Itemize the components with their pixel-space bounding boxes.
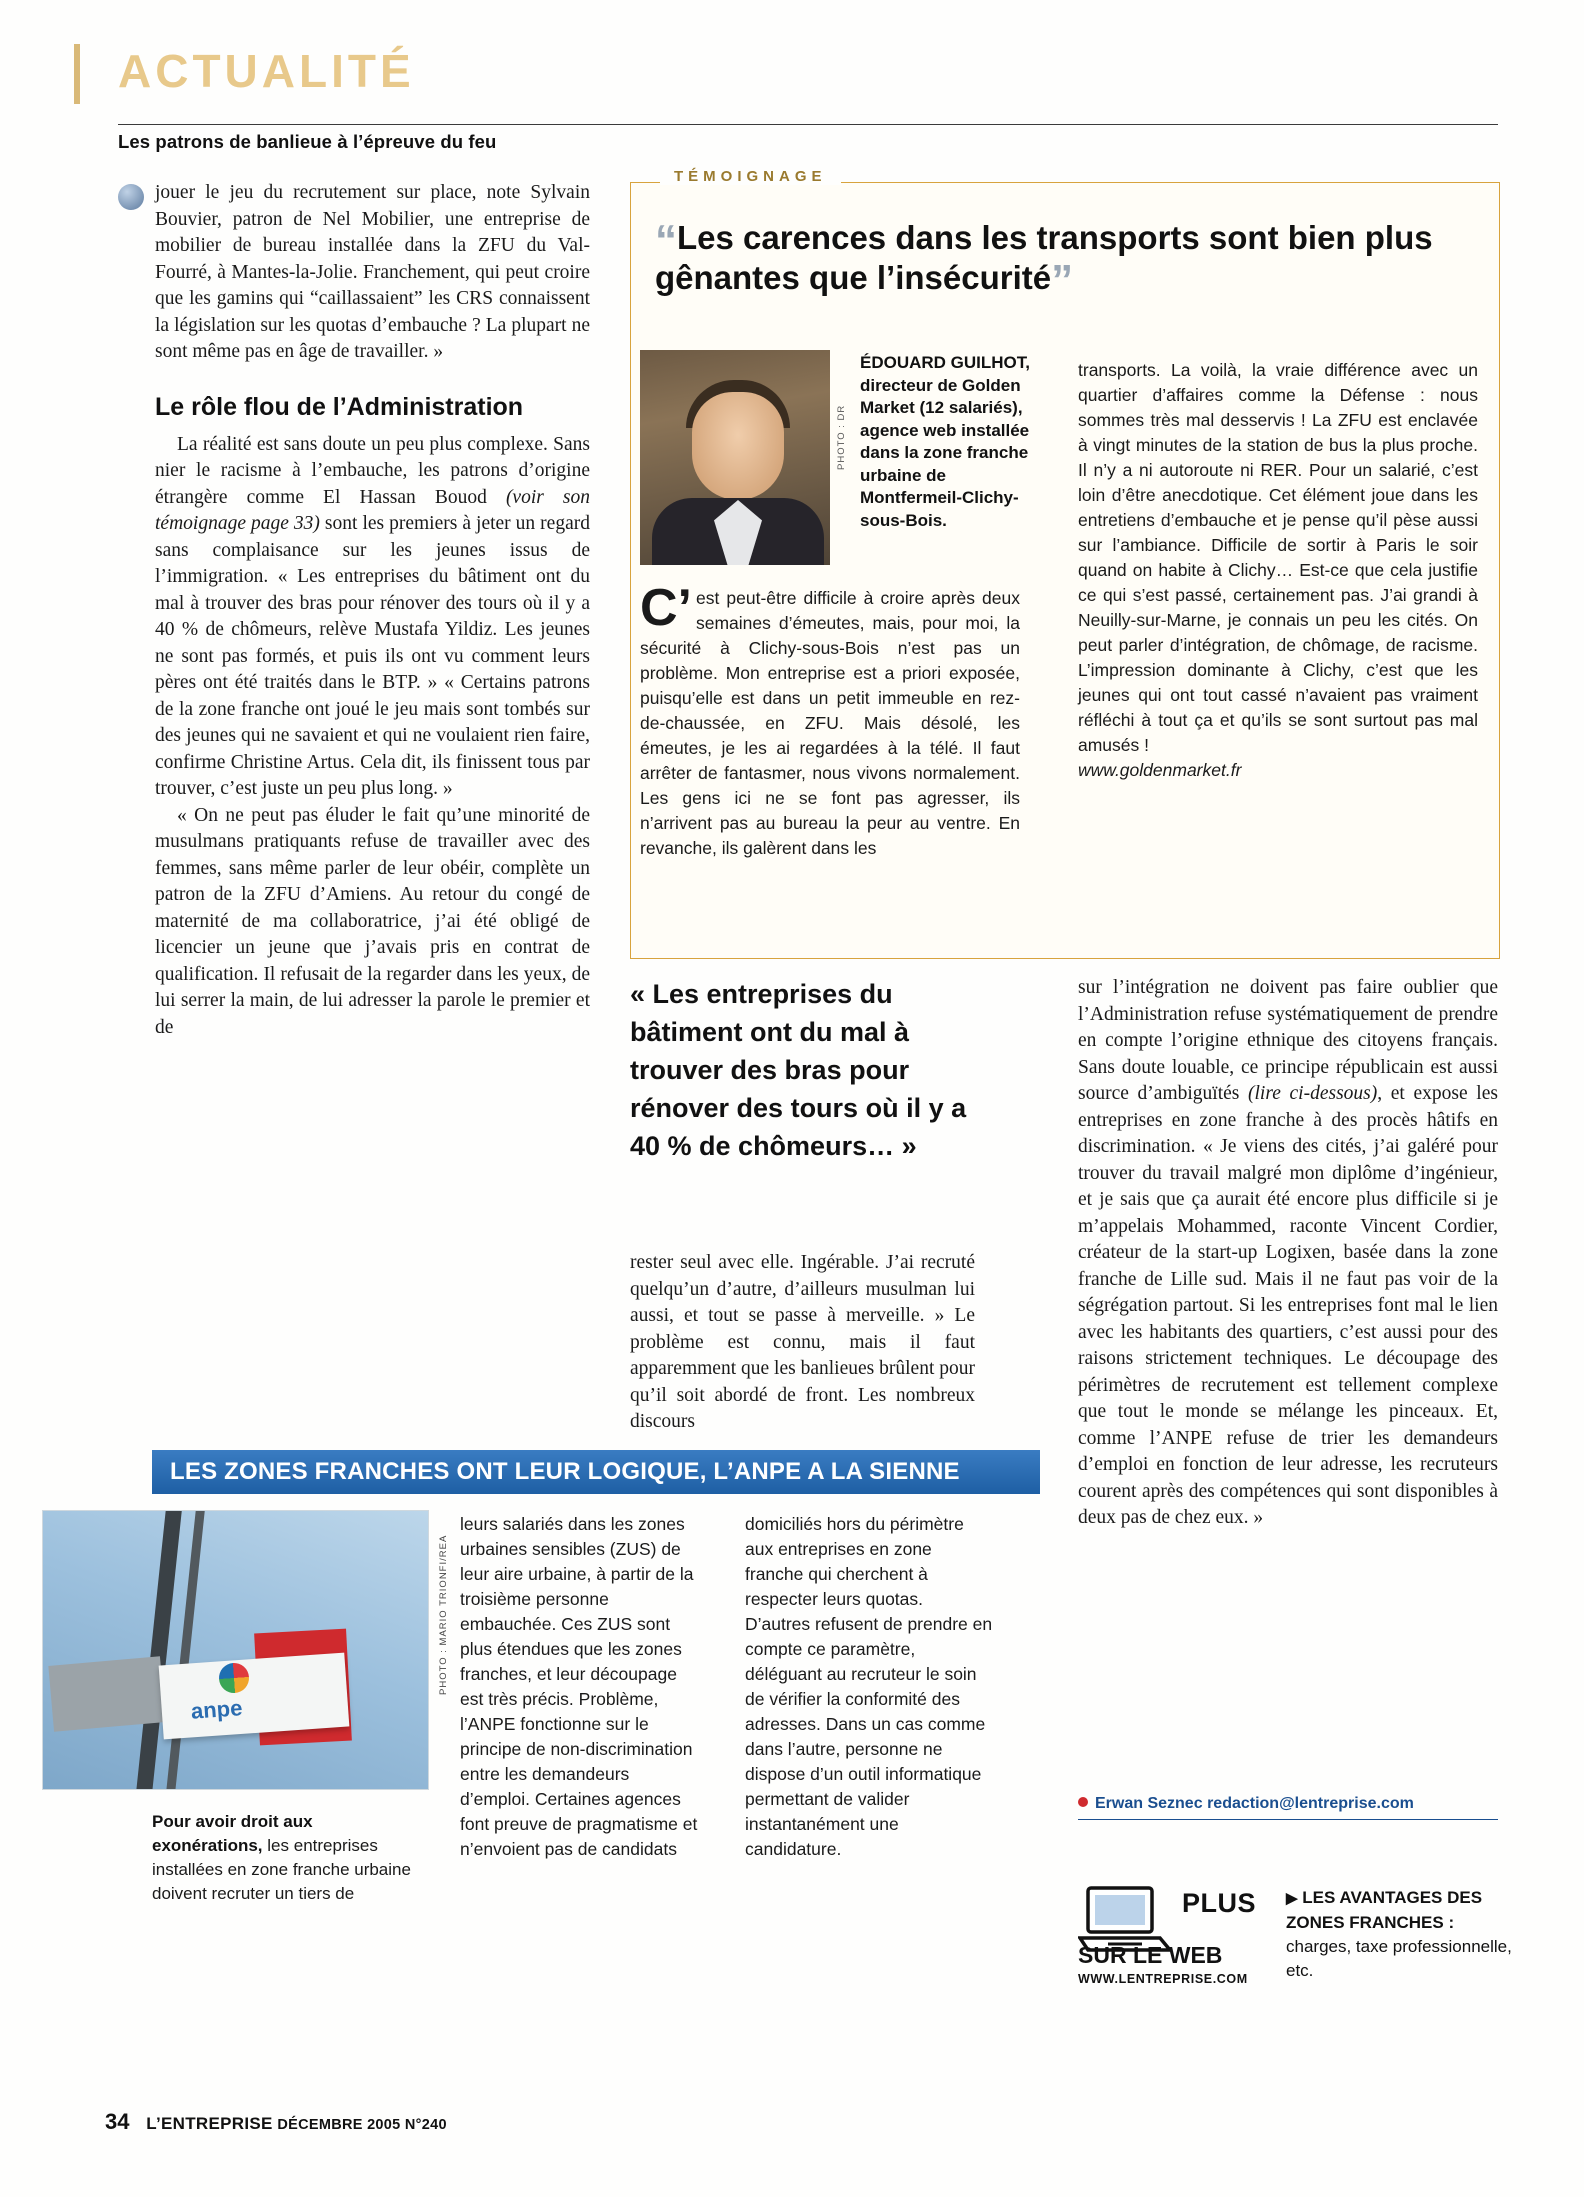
sidebar-banner: LES ZONES FRANCHES ONT LEUR LOGIQUE, L’ANPE A LA SIENNE	[152, 1450, 1040, 1494]
web-promo-plus: PLUS	[1182, 1888, 1257, 1918]
quote-close-icon: ”	[1051, 256, 1074, 305]
anpe-photo-credit: PHOTO : MARIO TRIONFI/REA	[438, 1534, 449, 1695]
photo-sign-white	[159, 1653, 350, 1740]
testimony-title-text: Les carences dans les transports sont bien plus gênantes que l’insécurité	[655, 219, 1433, 296]
article-subhead: Les patrons de banlieue à l’épreuve du feu	[118, 131, 497, 152]
web-promo-url[interactable]: WWW.LENTREPRISE.COM	[1078, 1972, 1248, 1986]
portrait-face	[692, 392, 784, 500]
masthead-rule	[118, 124, 1498, 125]
author-name: Erwan Seznec	[1095, 1795, 1203, 1812]
caption-lead: Pour avoir droit aux exonérations,	[152, 1812, 313, 1855]
body-column-3	[1078, 975, 1498, 1532]
author-credit	[1078, 1795, 1498, 1820]
author-email[interactable]: redaction@lentreprise.com	[1207, 1795, 1414, 1812]
caption-rest: les entreprises installées en zone franche urbaine doivent recruter un tiers de	[152, 1836, 411, 1903]
body-column-1	[155, 180, 590, 1041]
sidebar-column-b: domiciliés hors du périmètre aux entreprises en zone franche qui cherchent à respecter leurs quotas. D’autres refusent de prendre en compte ce paramètre, déléguant au recruteur le soin de vérifier la conformité des adresses. Dans un cas comme dans l’autre, personne ne dispose d’un outil informatique permettant de valider instantanément une candidature.	[745, 1514, 993, 1859]
bullet-icon	[1078, 1797, 1088, 1807]
magazine-name: L’ENTREPRISE	[146, 2114, 273, 2133]
pull-quote: « Les entreprises du bâtiment ont du mal à trouver des bras pour rénover des tours où il y a 40 % de chômeurs… »	[630, 979, 967, 1161]
issue-info: DÉCEMBRE 2005 N°240	[277, 2117, 447, 2133]
arrow-right-icon: ▶	[1286, 1890, 1298, 1907]
testimony-title	[655, 216, 1475, 305]
photo-sign-grey	[48, 1656, 165, 1732]
sidebar-column-a: leurs salariés dans les zones urbaines sensibles (ZUS) de leur aire urbaine, à partir de la troisième personne embauchée. Ces ZUS sont plus étendues que les zones franches, et leur découpage est très précis. Problème, l’ANPE fonctionne sur le principe de non-discrimination entre les demandeurs d’emploi. Certaines agences font preuve de pragmatisme et n’envoient pas de candidats	[460, 1514, 698, 1859]
anpe-logo-text: anpe	[190, 1695, 244, 1724]
paragraph: La réalité est sans doute un peu plus complexe. Sans nier le racisme à l’embauche, les patrons d’origine étrangère comme El Hassan Bouod (voir son témoignage page 33) sont les premiers à jeter un regard sans complaisance sur les jeunes issus de l’immigration. « Les entreprises du bâtiment ont du mal à trouver des bras pour rénover des tours où il y a 40 % de chômeurs, relève Mustafa Yildiz. Les jeunes ne sont pas formés, et puis ils ont vu comment leurs pères ont été traités dans le BTP. » « Certains patrons de la zone franche ont joué le jeu mais sont tombés sur des jeunes qui ne savaient et qui ne voulaient rien faire, confirme Christine Artus. Cela dit, ils finissent tous par trouver, c’est juste un peu plus long. »	[155, 433, 591, 799]
portrait-photo	[640, 350, 830, 565]
subsection-title: Le rôle flou de l’Administration	[155, 392, 524, 421]
page-spine-mark	[74, 44, 80, 104]
page-footer	[105, 2109, 447, 2135]
body-column-2	[630, 1250, 975, 1436]
testimony-body-right	[1078, 358, 1478, 783]
web-promo-label: SUR LE WEB	[1078, 1942, 1223, 1968]
masthead	[118, 45, 1498, 153]
photo-credit: PHOTO : DR	[836, 404, 847, 470]
web-promo-teaser-bold: LES AVANTAGES DES ZONES FRANCHES :	[1286, 1888, 1483, 1932]
quote-open-icon: “	[655, 216, 677, 265]
testimony-body-right-text: transports. La voilà, la vraie différence avec un quartier d’affaires comme la Défense : nous sommes très mal desservis ! La ZFU est enclavée à vingt minutes de la station de bus la plus proche. Il n’y a ni autoroute ni RER. Pour un salarié, c’est loin d’être anecdotique. Cet élément joue dans les entretiens d’embauche et je pense qu’il pèse aussi sur l’ambiance. Difficile de sortir à Paris le soir quand on habite à Clichy… Est-ce que cela justifie ce qui s’est passé, certainement pas. J’ai grandi à Neuilly-sur-Marne, je connais un peu les cités. On peut parler d’intégration, de chômage, de racisme. L’impression dominante à Clichy, c’est que les jeunes qui ont tout cassé n’avaient pas vraiment réfléchi à tout ça et qu’ils se sont surtout pas mal amusés !	[1078, 360, 1478, 755]
page-number: 34	[105, 2109, 130, 2134]
paragraph: « On ne peut pas éluder le fait qu’une minorité de musulmans pratiquants refuse de travailler avec des femmes, sans même parler de leur obéir, complète un patron de la ZFU d’Amiens. Au retour du congé de maternité de ma collaboratrice, j’ai été obligé de licencier un jeune que j’avais pris en contrat de qualification. Il refusait de la regarder dans les yeux, de lui serrer la main, de lui adresser la parole le premier et de	[155, 804, 590, 1038]
paragraph: jouer le jeu du recrutement sur place, note Sylvain Bouvier, patron de Nel Mobilier, une entreprise de mobilier de bureau installée dans la ZFU du Val-Fourré, à Mantes-la-Jolie. Franchement, qui peut croire que les gamins qui “caillassaient” les CRS connaissent la législation sur les quotas d’embauche ? La plupart ne sont même pas en âge de travailler. »	[155, 182, 590, 362]
paragraph: sur l’intégration ne doivent pas faire oublier que l’Administration refuse systématiquement de prendre en compte l’origine ethnique des citoyens français. Sans doute louable, ce principe républicain est aussi source d’ambiguïtés (lire ci-dessous), et expose les entreprises en zone franche à des procès hâtifs en discrimination. « Je viens des cités, j’ai galéré pour trouver du travail malgré mon diplôme d’ingénieur, et je sais que ça aurait été encore plus difficile si je m’appelais Mohammed, raconte Vincent Cordier, créateur de la start-up Logixen, basée dans la zone franche de Lille sud. Mais il ne faut pas voir de la ségrégation partout. Si les entreprises font mal le lien avec les habitants des quartiers, c’est aussi pour des raisons strictement techniques. Le découpage des périmètres de recrutement est tellement complexe que tout le monde se mélange les pinceaux. Et, comme l’ANPE refuse de trier les demandeurs d’emploi en fonction de leur adresse, les recruteurs courent après des compétences qui sont disponibles à deux pas de chez eux. »	[1078, 977, 1498, 1528]
web-promo-teaser	[1286, 1886, 1516, 1983]
testimony-byline: ÉDOUARD GUILHOT, directeur de Golden Market (12 salariés), agence web installée dans la zone franche urbaine de Montfermeil-Clichy-sous-Bois.	[860, 353, 1030, 530]
continuation-bullet-icon	[118, 184, 144, 210]
paragraph: rester seul avec elle. Ingérable. J’ai recruté quelqu’un d’autre, d’ailleurs musulman lui aussi, et tout se passe à merveille. » Le problème est connu, mais il faut apparemment que les banlieues brûlent pour qu’il soit abordé de front. Les nombreux discours	[630, 1252, 975, 1432]
section-kicker: ACTUALITÉ	[118, 45, 415, 97]
web-promo-teaser-rest: charges, taxe professionnelle, etc.	[1286, 1937, 1512, 1980]
photo-caption	[152, 1810, 424, 1906]
testimony-website: www.goldenmarket.fr	[1078, 760, 1242, 780]
testimony-label: TÉMOIGNAGE	[660, 168, 841, 185]
anpe-photo	[42, 1510, 429, 1790]
testimony-body-left: C’est peut-être difficile à croire après deux semaines d’émeutes, mais, pour moi, la sécurité à Clichy-sous-Bois n’est pas un problème. Mon entreprise est a priori exposée, puisqu’elle est dans un petit immeuble en rez-de-chaussée, en ZFU. Mais désolé, les émeutes, je les ai regardées à la télé. Il faut arrêter de fantasmer, nous vivons normalement. Les gens ici ne se font pas agresser, ils n’arrivent pas au bureau la peur au ventre. En revanche, ils galèrent dans les	[640, 579, 1020, 858]
